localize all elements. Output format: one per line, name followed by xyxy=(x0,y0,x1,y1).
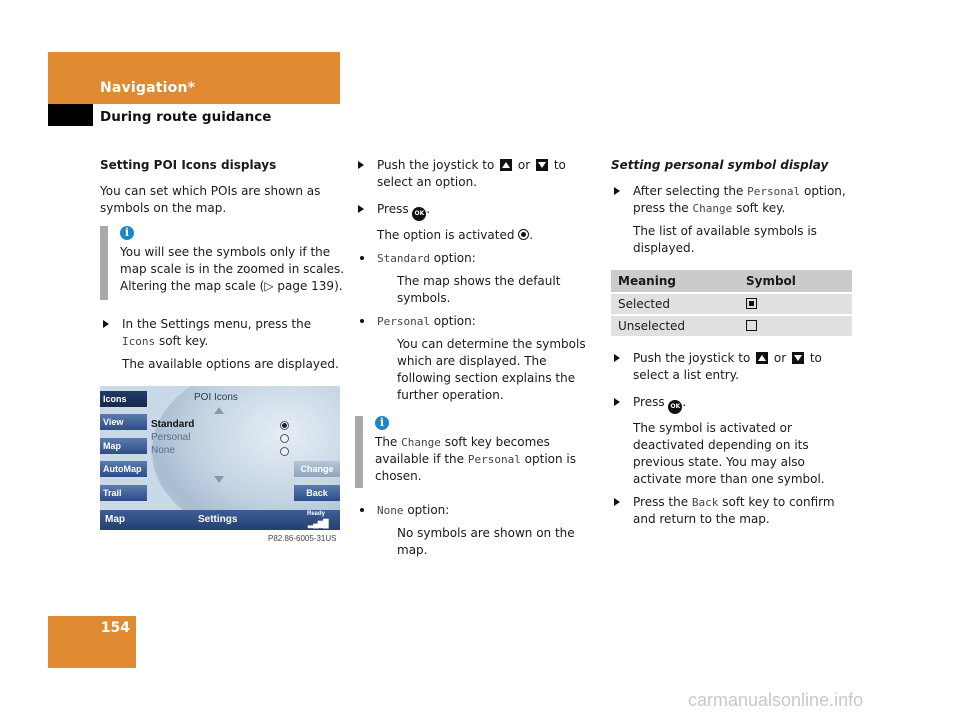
info-icon: i xyxy=(375,416,389,430)
signal-bars-icon: ▂▄▆█ xyxy=(308,519,328,528)
screen-bottom-settings: Settings xyxy=(198,514,238,525)
checkbox-selected-icon xyxy=(746,298,757,309)
screen-background-graphic xyxy=(152,386,340,530)
screen-status-ready: Ready xyxy=(307,511,326,517)
screen-softkey-automap: AutoMap xyxy=(100,461,147,477)
table-cell-symbol xyxy=(739,294,852,314)
screen-bottom-map: Map xyxy=(105,514,125,525)
screen-option-none: None xyxy=(151,445,175,456)
step-joystick-entry: Push the joystick to or to select a list entry. xyxy=(611,350,856,384)
step-select-personal: After selecting the Personal option, press the Change soft key. xyxy=(611,183,856,217)
screen-title: POI Icons xyxy=(194,392,238,403)
step-arrow-icon xyxy=(103,320,109,328)
none-description: No symbols are shown on the map. xyxy=(397,526,575,557)
radio-unselected-icon xyxy=(280,434,289,443)
column-2 xyxy=(355,157,603,404)
bullet-personal: Personal option: xyxy=(355,313,603,330)
scroll-down-icon xyxy=(214,476,224,483)
footer-watermark: carmanualsonline.info xyxy=(688,690,864,710)
option-activated-text: The option is activated . xyxy=(377,228,534,242)
step-press-back: Press the Back soft key to confirm and return to the map. xyxy=(611,494,856,528)
screen-softkey-view: View xyxy=(100,414,147,430)
section-heading: Setting POI Icons displays xyxy=(100,158,277,172)
radio-unselected-icon xyxy=(280,447,289,456)
subsection-title: During route guidance xyxy=(100,109,272,125)
bullet-none: None option: xyxy=(355,502,603,519)
personal-description: You can determine the symbols which are displayed. The following section explains the further operation. xyxy=(397,337,586,402)
table-header-meaning: Meaning xyxy=(611,270,739,292)
screen-softkey-change: Change xyxy=(294,461,340,477)
checkbox-unselected-icon xyxy=(746,320,757,331)
section-heading: Setting personal symbol display xyxy=(611,158,829,172)
info-box-change-key xyxy=(355,416,603,488)
table-row xyxy=(611,294,852,314)
screen-option-personal: Personal xyxy=(151,432,191,443)
column-3-steps xyxy=(611,350,856,528)
screen-softkey-back: Back xyxy=(294,485,340,501)
column-3 xyxy=(611,157,856,257)
screen-softkey-trail: Trail xyxy=(100,485,147,501)
joystick-down-icon xyxy=(536,159,548,171)
page-number: 154 xyxy=(100,620,130,636)
table-cell-meaning: Selected xyxy=(611,294,739,314)
poi-icons-screenshot xyxy=(100,386,340,530)
table-header-symbol: Symbol xyxy=(739,270,852,292)
header-band xyxy=(48,52,340,104)
step-arrow-icon xyxy=(614,398,620,406)
joystick-down-icon xyxy=(792,352,804,364)
info-box-map-scale xyxy=(100,226,346,300)
step-press-icons: In the Settings menu, press the Icons soft key. xyxy=(100,316,342,350)
bullet-standard: Standard option: xyxy=(355,250,603,267)
step-result: The available options are displayed. xyxy=(122,357,339,371)
radio-selected-icon xyxy=(280,421,289,430)
radio-selected-icon xyxy=(518,229,529,240)
symbol-table xyxy=(611,268,852,338)
step-arrow-icon xyxy=(614,354,620,362)
screen-bottom-bar xyxy=(100,510,340,530)
step-joystick-option: Push the joystick to or to select an option. xyxy=(355,157,603,191)
step-arrow-icon xyxy=(358,205,364,213)
header-tab xyxy=(48,104,93,126)
bullet-dot xyxy=(360,319,364,323)
step-press-ok: Press OK . xyxy=(355,201,603,221)
ok-button-icon: OK xyxy=(668,400,682,414)
step-arrow-icon xyxy=(358,161,364,169)
table-cell-symbol xyxy=(739,316,852,336)
figure-caption: P82.86-6005-31US xyxy=(268,534,337,543)
bullet-dot xyxy=(360,508,364,512)
screen-softkey-map: Map xyxy=(100,438,147,454)
joystick-up-icon xyxy=(756,352,768,364)
info-icon: i xyxy=(120,226,134,240)
column-1-steps xyxy=(100,316,342,373)
column-2-none xyxy=(355,502,603,559)
standard-description: The map shows the default symbols. xyxy=(397,274,561,305)
table-row xyxy=(611,316,852,336)
section-title: Navigation* xyxy=(100,80,196,96)
info-text: You will see the symbols only if the map scale is in the zoomed in scales. Altering the map scale (▷ page 139). xyxy=(120,245,345,293)
joystick-up-icon xyxy=(500,159,512,171)
table-cell-meaning: Unselected xyxy=(611,316,739,336)
scroll-up-icon xyxy=(214,407,224,414)
step-result: The symbol is activated or deactivated depending on its previous state. You may also activate more than one symbol. xyxy=(633,421,825,486)
step-result: The list of available symbols is displayed. xyxy=(633,224,817,255)
step-arrow-icon xyxy=(614,187,620,195)
step-arrow-icon xyxy=(614,498,620,506)
screen-option-standard: Standard xyxy=(151,419,195,430)
bullet-dot xyxy=(360,256,364,260)
table-header-row xyxy=(611,270,852,292)
page-number-box xyxy=(48,616,136,668)
info-text: The Change soft key becomes available if the Personal option is chosen. xyxy=(375,435,577,483)
ok-button-icon: OK xyxy=(412,207,426,221)
softkey-icons: Icons xyxy=(122,335,156,348)
step-press-ok: Press OK . xyxy=(611,394,856,414)
intro-text: You can set which POIs are shown as symbols on the map. xyxy=(100,184,321,215)
screen-softkey-icons: Icons xyxy=(100,391,147,407)
column-1 xyxy=(100,157,342,217)
